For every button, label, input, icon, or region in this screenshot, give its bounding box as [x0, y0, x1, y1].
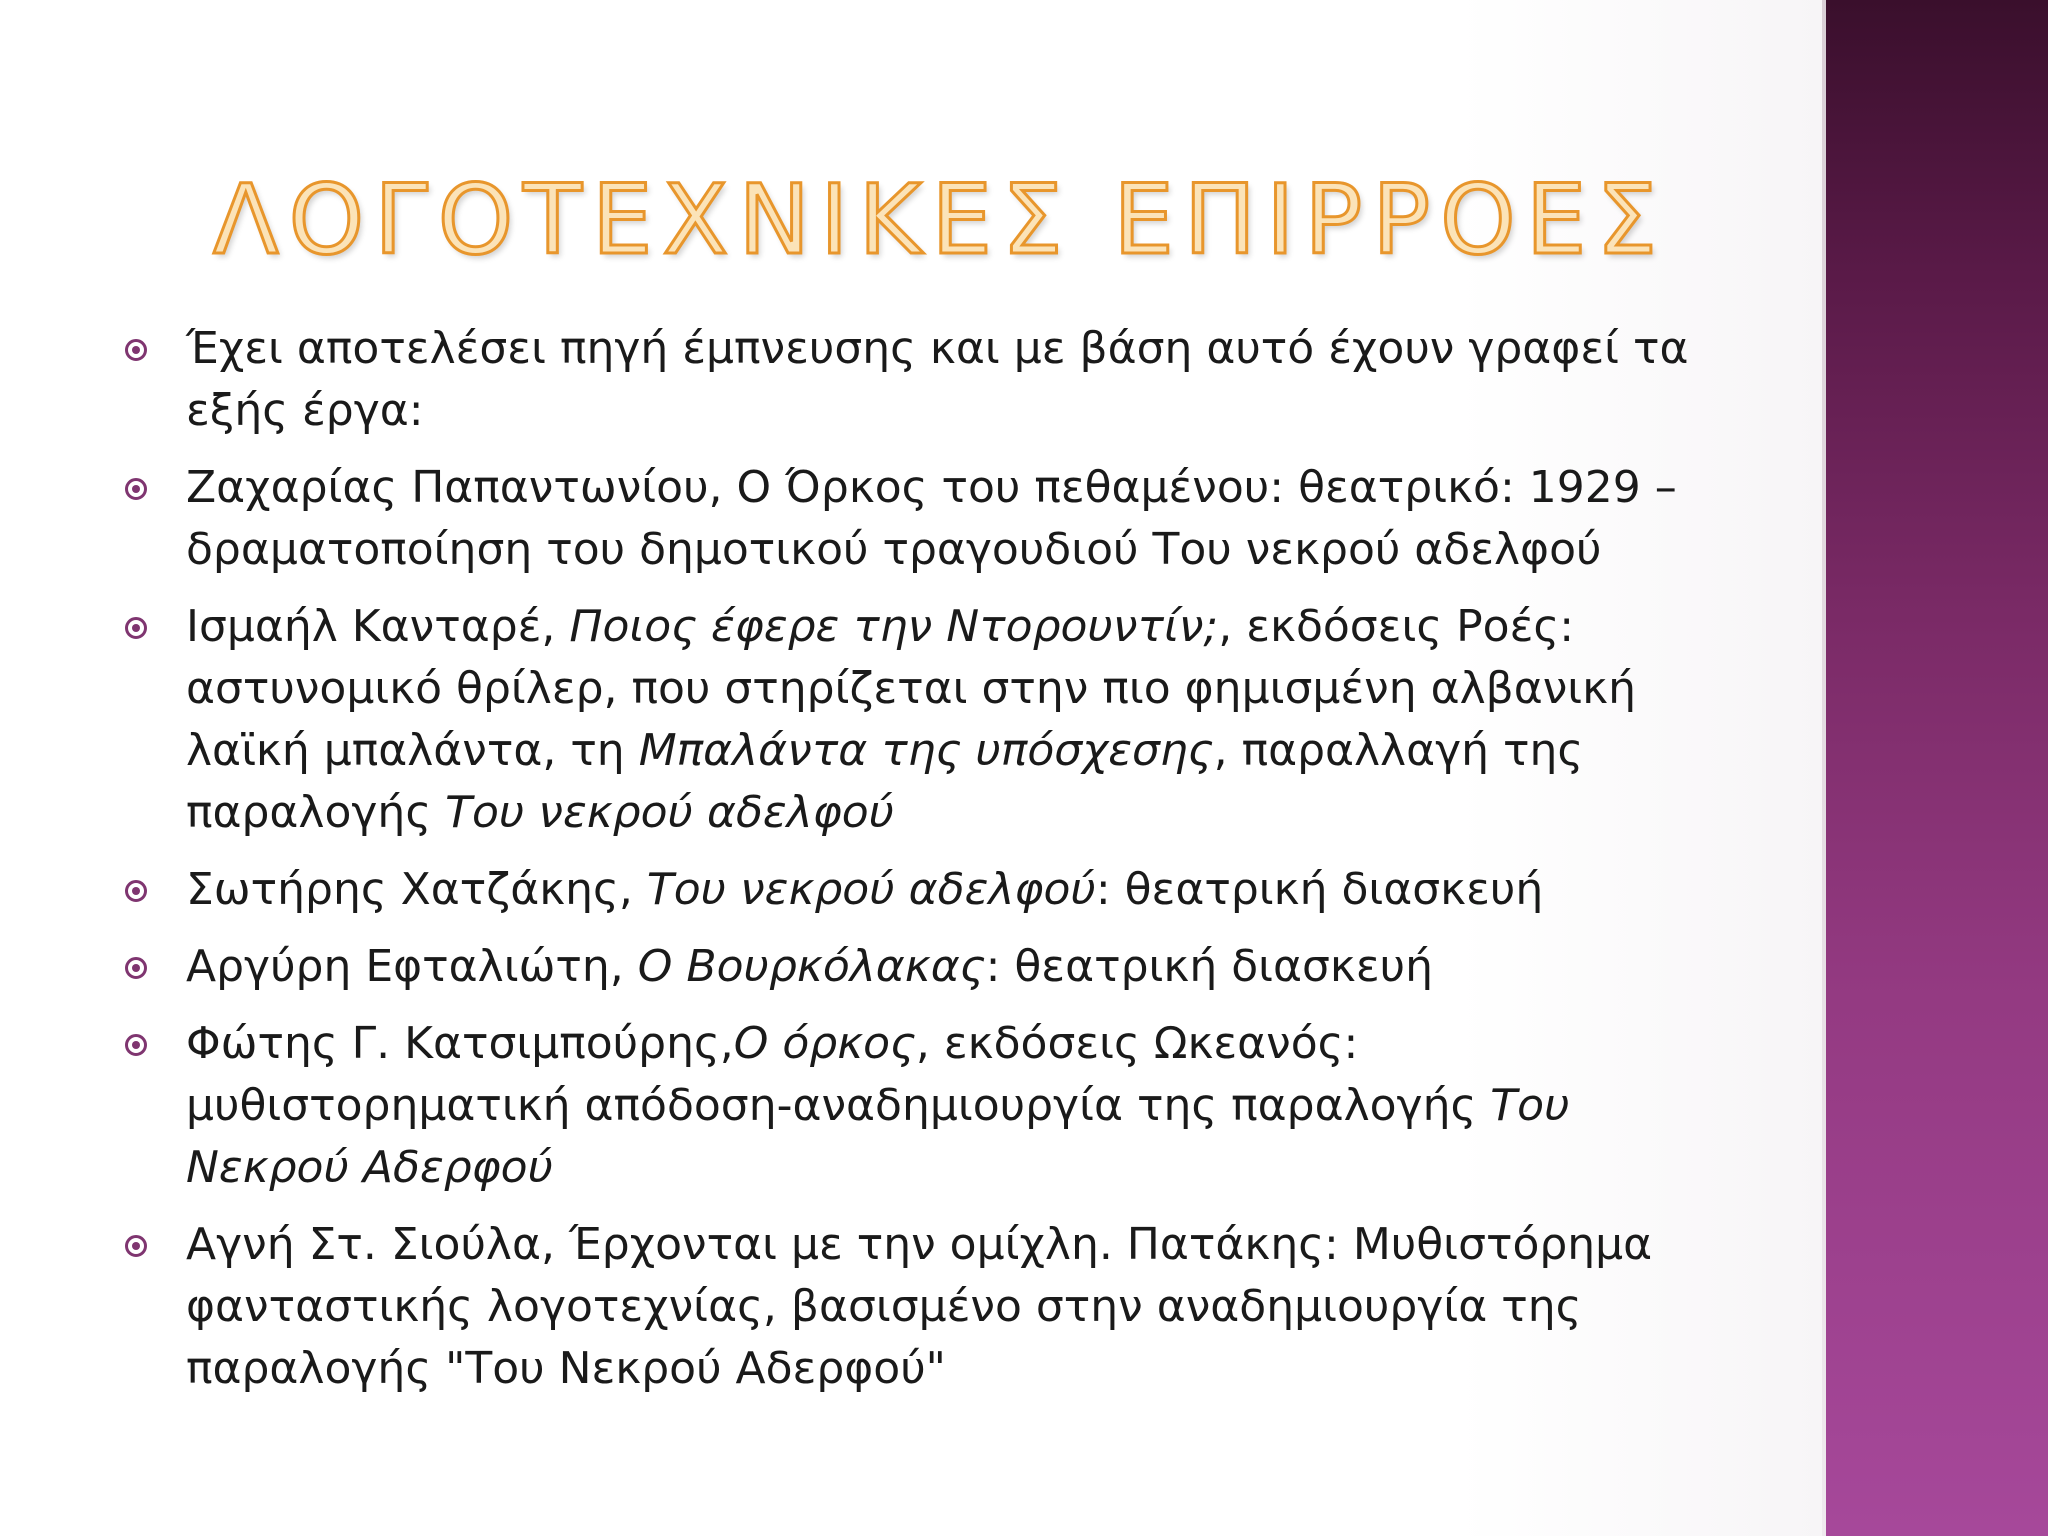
circled-dot-icon [125, 478, 147, 500]
bullet-text: Ισμαήλ Κανταρέ, [186, 601, 570, 652]
bullet-text: Ζαχαρίας Παπαντωνίου, Ο Όρκος του πεθαμένου: θεατρικό: 1929 – δραματοποίηση του δημοτικού τραγουδιού Του νεκρού αδελφού [186, 462, 1677, 575]
circled-dot-icon [125, 1235, 147, 1257]
circled-dot-icon [125, 339, 147, 361]
bullet-list [120, 318, 1720, 1415]
bullet-text: , εκδόσεις Ωκεανός: μυθιστορηματική απόδοση-αναδημιουργία της παραλογής [186, 1018, 1491, 1131]
bullet-text: Φώτης Γ. Κατσιμπούρης, [186, 1018, 734, 1069]
bullet-text: Έχει αποτελέσει πηγή έμπνευσης και με βάση αυτό έχουν γραφεί τα εξής έργα: [186, 323, 1689, 436]
bullet-text: : θεατρική διασκευή [1095, 864, 1544, 915]
bullet-text: Αγνή Στ. Σιούλα, Έρχονται με την ομίχλη. Πατάκης: Μυθιστόρημα φανταστικής λογοτεχνίας, βασισμένο στην αναδημιουργία της παραλογής "Του Νεκρού Αδερφού" [186, 1219, 1653, 1394]
bullet-item [120, 457, 1720, 581]
bullet-item [120, 1214, 1720, 1400]
bullet-item [120, 318, 1720, 442]
bullet-item [120, 859, 1720, 921]
work-title: Ο Βουρκόλακας [637, 941, 986, 992]
slide-title: ΛΟΓΟΤΕΧΝΙΚΕΣ ΕΠΙΡΡΟΕΣ [212, 164, 1668, 276]
circled-dot-icon [125, 617, 147, 639]
bullet-item [120, 596, 1720, 844]
circled-dot-icon [125, 880, 147, 902]
bullet-item [120, 1013, 1720, 1199]
work-title: Μπαλάντα της υπόσχεσης [638, 725, 1214, 776]
work-title: Του νεκρού αδελφού [646, 864, 1096, 915]
work-title: Ο όρκος [733, 1018, 916, 1069]
bullet-text: Σωτήρης Χατζάκης, [186, 864, 647, 915]
work-title: Του νεκρού αδελφού [445, 787, 895, 838]
work-title: Ποιος έφερε την Ντορουντίν; [569, 601, 1219, 652]
bullet-item [120, 936, 1720, 998]
work-title: Του Νεκρού Αδερφού [186, 1080, 1570, 1193]
bullet-text: Αργύρη Εφταλιώτη, [186, 941, 638, 992]
bullet-text: , παραλλαγή της παραλογής [186, 725, 1584, 838]
bullet-text: : θεατρική διασκευή [985, 941, 1433, 992]
circled-dot-icon [125, 1034, 147, 1056]
bullet-text: , εκδόσεις Ροές: αστυνομικό θρίλερ, που στηρίζεται στην πιο φημισμένη αλβανική λαϊκή μπαλάντα, τη [186, 601, 1636, 776]
circled-dot-icon [125, 957, 147, 979]
